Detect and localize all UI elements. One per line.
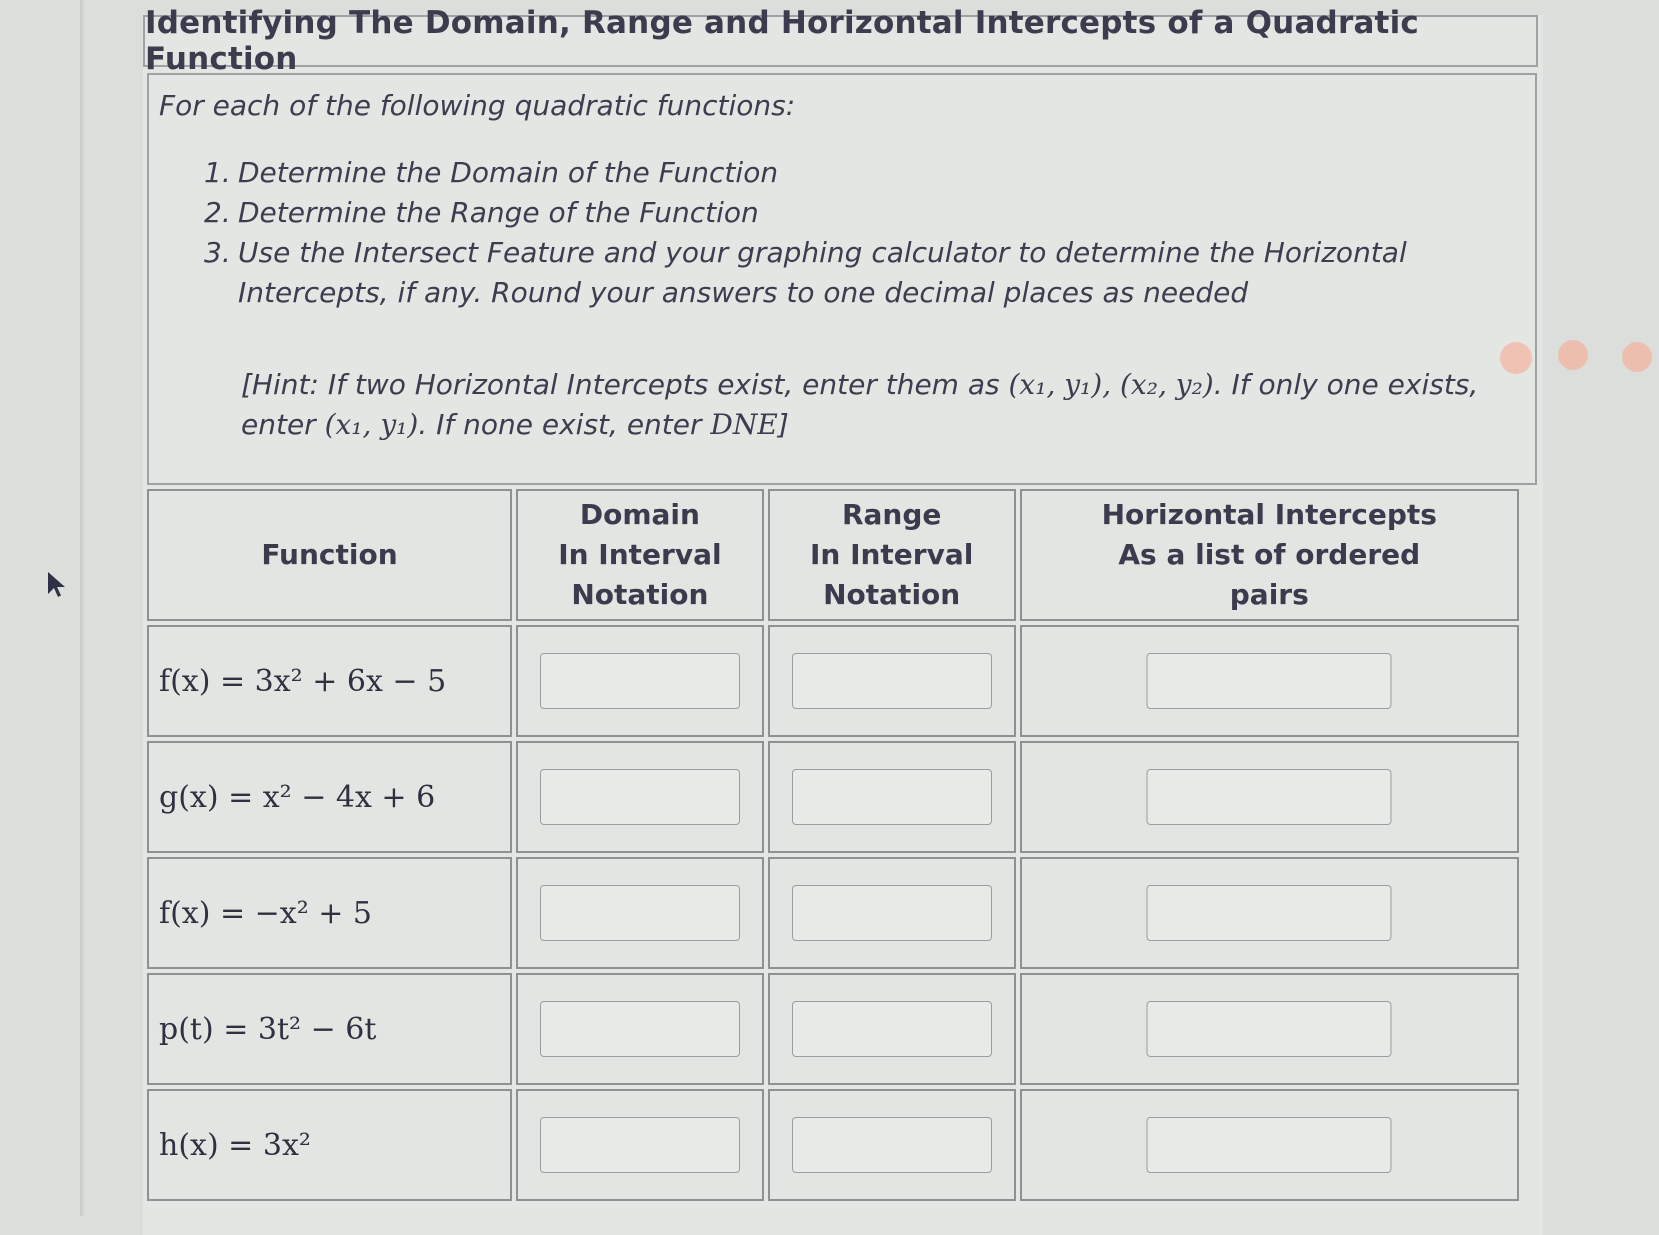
light-glare xyxy=(1500,342,1532,374)
range-input[interactable] xyxy=(792,769,992,825)
header-domain-line2: In Interval xyxy=(558,538,722,571)
hint-part-4: ] xyxy=(777,408,789,441)
answer-table xyxy=(143,485,1523,1205)
header-range xyxy=(768,489,1016,621)
domain-cell xyxy=(516,1089,764,1201)
range-input[interactable] xyxy=(792,1001,992,1057)
table-row xyxy=(147,625,1519,737)
header-intercepts-line1: Horizontal Intercepts xyxy=(1101,498,1437,531)
header-range-line2: In Interval xyxy=(809,538,974,571)
intercepts-cell xyxy=(1020,973,1519,1085)
screen-edge-shadow xyxy=(80,0,84,1216)
domain-input[interactable] xyxy=(540,1001,740,1057)
instructions-panel xyxy=(147,73,1537,485)
table-row xyxy=(147,857,1519,969)
header-function xyxy=(147,489,512,621)
range-input[interactable] xyxy=(792,1117,992,1173)
hint-math-one-intercept: (x₁, y₁) xyxy=(324,408,419,441)
step-number: 2. xyxy=(204,196,231,229)
intercepts-input[interactable] xyxy=(1147,1001,1392,1057)
range-input[interactable] xyxy=(792,653,992,709)
header-domain-line3: Notation xyxy=(571,578,709,611)
header-function-label: Function xyxy=(261,538,398,571)
step-item-2 xyxy=(204,193,1474,233)
header-domain xyxy=(516,489,764,621)
domain-input[interactable] xyxy=(540,769,740,825)
header-range-line3: Notation xyxy=(823,578,961,611)
step-item-3 xyxy=(204,233,1474,313)
table-row xyxy=(147,741,1519,853)
step-item-1 xyxy=(204,153,1474,193)
function-cell: h(x) = 3x² xyxy=(147,1089,512,1201)
domain-input[interactable] xyxy=(540,885,740,941)
instructions-intro: For each of the following quadratic functions: xyxy=(159,89,796,122)
header-range-line1: Range xyxy=(841,498,942,531)
step-number: 1. xyxy=(204,156,231,189)
function-cell: f(x) = 3x² + 6x − 5 xyxy=(147,625,512,737)
hint-math-two-intercepts: (x₁, y₁), (x₂, y₂) xyxy=(1008,368,1214,401)
table-row xyxy=(147,1089,1519,1201)
hint-math-dne: DNE xyxy=(710,408,778,441)
step-text: Determine the Range of the Function xyxy=(238,196,759,229)
step-text: Use the Intersect Feature and your graphing calculator to determine the Horizontal Intercepts, if any. Round your answers to one decimal places as needed xyxy=(238,236,1407,309)
intercepts-cell xyxy=(1020,625,1519,737)
hint-part-3: . If none exist, enter xyxy=(418,408,711,441)
light-glare xyxy=(1558,340,1588,370)
domain-cell xyxy=(516,625,764,737)
table-header-row xyxy=(147,489,1519,621)
step-number: 3. xyxy=(204,236,231,269)
domain-input[interactable] xyxy=(540,653,740,709)
table-row xyxy=(147,973,1519,1085)
intercepts-cell xyxy=(1020,741,1519,853)
mouse-pointer-icon xyxy=(46,570,68,600)
hint-part-1: [Hint: If two Horizontal Intercepts exist, enter them as xyxy=(241,368,1009,401)
range-cell xyxy=(768,1089,1016,1201)
domain-cell xyxy=(516,857,764,969)
domain-input[interactable] xyxy=(540,1117,740,1173)
range-cell xyxy=(768,741,1016,853)
intercepts-cell xyxy=(1020,1089,1519,1201)
worksheet-page xyxy=(143,5,1543,1235)
page-title: Identifying The Domain, Range and Horizontal Intercepts of a Quadratic Function xyxy=(143,15,1538,67)
header-intercepts xyxy=(1020,489,1519,621)
domain-cell xyxy=(516,973,764,1085)
header-intercepts-line3: pairs xyxy=(1229,578,1309,611)
range-cell xyxy=(768,857,1016,969)
intercepts-cell xyxy=(1020,857,1519,969)
function-cell: f(x) = −x² + 5 xyxy=(147,857,512,969)
range-cell xyxy=(768,973,1016,1085)
step-text: Determine the Domain of the Function xyxy=(238,156,779,189)
function-cell: p(t) = 3t² − 6t xyxy=(147,973,512,1085)
intercepts-input[interactable] xyxy=(1147,769,1392,825)
range-cell xyxy=(768,625,1016,737)
intercepts-input[interactable] xyxy=(1147,653,1392,709)
header-domain-line1: Domain xyxy=(579,498,700,531)
hint-text xyxy=(241,365,1491,445)
instructions-steps xyxy=(204,153,1474,313)
range-input[interactable] xyxy=(792,885,992,941)
light-glare xyxy=(1622,342,1652,372)
header-intercepts-line2: As a list of ordered xyxy=(1118,538,1421,571)
function-cell: g(x) = x² − 4x + 6 xyxy=(147,741,512,853)
domain-cell xyxy=(516,741,764,853)
hint-part-2: . If only one exists, enter xyxy=(241,368,1479,441)
intercepts-input[interactable] xyxy=(1147,885,1392,941)
intercepts-input[interactable] xyxy=(1147,1117,1392,1173)
